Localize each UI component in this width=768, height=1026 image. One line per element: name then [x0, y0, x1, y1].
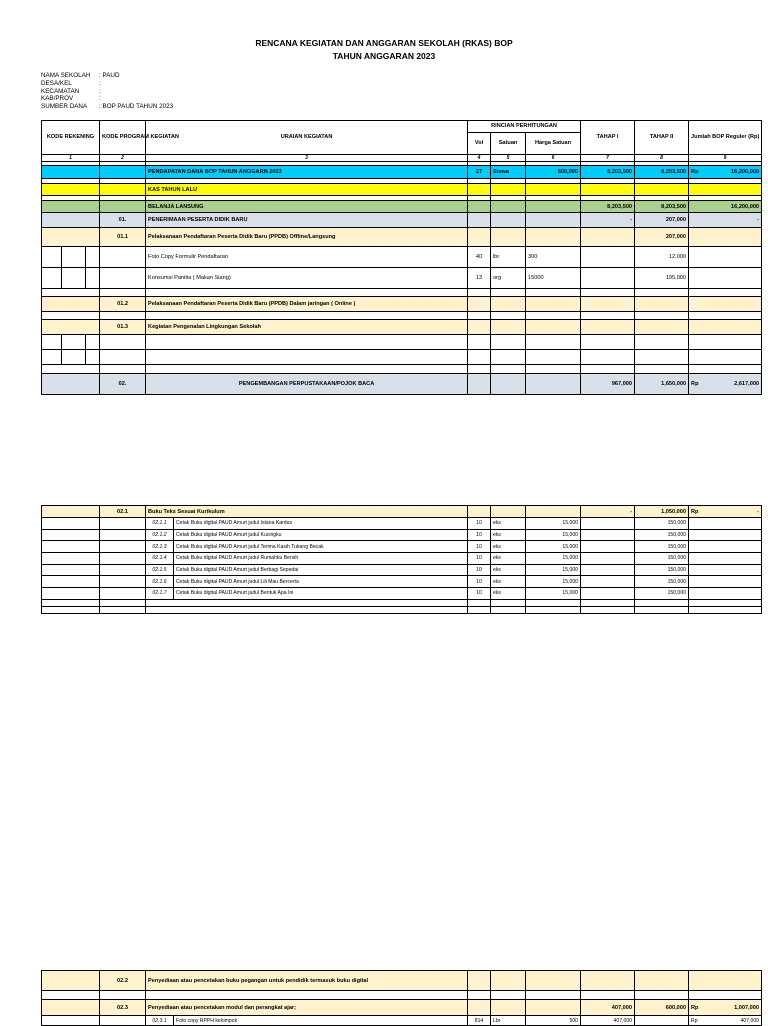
- column-number-row: [42, 155, 762, 162]
- row-kode: 02.1.1: [146, 518, 174, 530]
- row-kode: 02.3.1: [146, 1016, 174, 1026]
- row-harga: 300: [526, 247, 581, 268]
- school-info: [41, 72, 173, 111]
- info-value: :: [99, 95, 101, 103]
- info-label: DESA/KEL: [41, 79, 72, 87]
- row-harga: 15,000: [526, 529, 581, 541]
- row-vol: 40: [468, 247, 491, 268]
- header-harga: Harga Satuan: [526, 133, 581, 155]
- row-uraian: Penyediaan atau pencetakan buku pegangan untuk pendidik termasuk buku digital: [146, 971, 468, 991]
- col-num: 2: [100, 155, 146, 162]
- row-uraian: Cetak Buku digital PAUD Amurt judul Rumahku Bersih: [174, 553, 468, 565]
- jumlah-value: 407,000: [740, 1017, 760, 1024]
- row-harga: 15,000: [526, 518, 581, 530]
- row-harga: 15,000: [526, 588, 581, 600]
- jumlah-value: 16,200,000: [731, 169, 760, 175]
- row-satuan: lbr: [491, 247, 526, 268]
- empty-row: [42, 350, 762, 365]
- row-tahap1: -: [581, 506, 635, 518]
- row-uraian: PENGEMBANGAN PERPUSTAKAAN/POJOK BACA: [146, 374, 468, 395]
- row-tahap2: 150,000: [635, 553, 689, 565]
- program-01-2-row: [42, 297, 762, 312]
- row-uraian: PENDAPATAN DANA BOP TAHUN ANGGARN 2023: [146, 166, 468, 179]
- row-satuan: Lbr: [491, 1016, 526, 1026]
- row-satuan: org: [491, 268, 526, 289]
- table-row: [42, 541, 762, 553]
- row-jumlah: [689, 166, 762, 179]
- info-label: SUMBER DANA: [41, 103, 88, 111]
- row-uraian: Foto copy RPPH kelompok: [174, 1016, 468, 1026]
- row-satuan: Siswa: [491, 166, 526, 179]
- row-uraian: Pelaksanaan Pendaftaran Peserta Didik Baru (PPDB) Offline/Langsung: [146, 228, 468, 247]
- col-num: 1: [42, 155, 100, 162]
- info-row: [41, 88, 173, 96]
- row-vol: 10: [468, 529, 491, 541]
- header-jumlah: Jumlah BOP Reguler (Rp): [689, 121, 762, 155]
- row-vol: 10: [468, 564, 491, 576]
- row-jumlah: -: [689, 213, 762, 228]
- info-value: :: [99, 87, 101, 95]
- kas-row: [42, 184, 762, 196]
- header-kode-rekening: KODE REKENING: [42, 121, 100, 155]
- col-num: 9: [689, 155, 762, 162]
- row-tahap2: 150,000: [635, 529, 689, 541]
- row-satuan: eks: [491, 564, 526, 576]
- pendapatan-row: [42, 166, 762, 179]
- rp-label: Rp: [691, 508, 699, 515]
- info-row: [41, 72, 173, 80]
- table-row: [42, 564, 762, 576]
- table-row: [42, 1016, 762, 1026]
- row-satuan: eks: [491, 553, 526, 565]
- header-kode-program: KODE PROGRAM KEGIATAN: [100, 121, 146, 155]
- header-rincian: RINCIAN PERHITUNGAN: [468, 121, 581, 133]
- header-vol: Vol: [468, 133, 491, 155]
- info-label: KECAMATAN: [41, 87, 80, 95]
- belanja-row: [42, 201, 762, 213]
- row-uraian: Cetak Buku digital PAUD Amurt judul Terima Kasih Tukang Becak: [174, 541, 468, 553]
- jumlah-value: -: [757, 508, 759, 515]
- spacer-row: [42, 289, 762, 297]
- row-jumlah: [689, 374, 762, 395]
- empty-row: [42, 991, 762, 1000]
- row-harga: 15000: [526, 268, 581, 289]
- table-row: [42, 529, 762, 541]
- program-01-row: [42, 213, 762, 228]
- row-kode: 01.2: [100, 297, 146, 312]
- row-kode: 02.3: [100, 1000, 146, 1016]
- row-jumlah: 16,200,000: [689, 201, 762, 213]
- spacer-row: [42, 312, 762, 320]
- row-satuan: eks: [491, 588, 526, 600]
- row-vol: 10: [468, 518, 491, 530]
- row-uraian: Cetak Buku digital PAUD Amurt judul Berbagi Sepedai: [174, 564, 468, 576]
- row-kode: 02.1.7: [146, 588, 174, 600]
- row-harga: 600,000: [526, 166, 581, 179]
- row-tahap1: 407,000: [581, 1000, 635, 1016]
- row-vol: 27: [468, 166, 491, 179]
- row-tahap1: 407,000: [581, 1016, 635, 1026]
- info-row: [41, 103, 173, 111]
- row-tahap2: 150,000: [635, 588, 689, 600]
- row-satuan: eks: [491, 576, 526, 588]
- row-vol: 13: [468, 268, 491, 289]
- row-uraian: KAS TAHUN LALU: [146, 184, 468, 196]
- row-tahap1: -: [581, 213, 635, 228]
- row-tahap2: 195,000: [635, 268, 689, 289]
- document-title: RENCANA KEGIATAN DAN ANGGARAN SEKOLAH (RKAS) BOP: [255, 38, 513, 48]
- row-tahap1: 8,203,500: [581, 166, 635, 179]
- table-row: [42, 588, 762, 600]
- row-tahap2: 150,000: [635, 576, 689, 588]
- table-row: [42, 518, 762, 530]
- col-num: 8: [635, 155, 689, 162]
- col-num: 7: [581, 155, 635, 162]
- rp-label: Rp: [691, 381, 699, 387]
- jumlah-value: 1,007,000: [734, 1004, 760, 1011]
- row-kode: 02.1.5: [146, 564, 174, 576]
- row-vol: 10: [468, 541, 491, 553]
- header-satuan: Satuan: [491, 133, 526, 155]
- program-01-1-row: [42, 228, 762, 247]
- info-label: KAB/PROV: [41, 95, 74, 103]
- program-02-3-row: [42, 1000, 762, 1016]
- program-02-2-row: [42, 971, 762, 991]
- row-uraian: PENERIMAAN PESERTA DIDIK BARU: [146, 213, 468, 228]
- info-label: NAMA SEKOLAH: [41, 72, 91, 79]
- row-uraian: Penyediaan atau pencetakan modul dan perangkat ajar;: [146, 1000, 468, 1016]
- program-02-row: [42, 374, 762, 395]
- rp-label: Rp: [691, 169, 699, 175]
- row-vol: 10: [468, 553, 491, 565]
- row-kode: 02.: [100, 374, 146, 395]
- row-kode: 02.1.6: [146, 576, 174, 588]
- row-uraian: Cetak Buku digital PAUD Amurt judul Bentuk Apa Ini: [174, 588, 468, 600]
- empty-row: [42, 599, 762, 606]
- row-uraian: Foto Copy Formulir Pendaftaran: [146, 247, 468, 268]
- budget-table-02-1: [41, 505, 762, 614]
- budget-table-02-2: [41, 970, 762, 1026]
- row-kode: 02.1: [100, 506, 146, 518]
- row-tahap2: 8,203,500: [635, 166, 689, 179]
- info-value: : BOP PAUD TAHUN 2023: [99, 103, 174, 111]
- info-row: [41, 95, 173, 103]
- program-02-1-row: [42, 506, 762, 518]
- header-uraian: URAIAN KEGIATAN: [146, 121, 468, 155]
- empty-row: [42, 335, 762, 350]
- row-tahap2: 207,000: [635, 228, 689, 247]
- item-row: [42, 247, 762, 268]
- row-satuan: eks: [491, 529, 526, 541]
- row-tahap2: 150,000: [635, 564, 689, 576]
- row-tahap2: 150,000: [635, 541, 689, 553]
- row-kode: 01.3: [100, 320, 146, 335]
- row-uraian: Cetak Buku digital PAUD Amurt judul Lili Mau Bercerta: [174, 576, 468, 588]
- row-kode: 02.2: [100, 971, 146, 991]
- document-subtitle: TAHUN ANGGARAN 2023: [332, 51, 436, 61]
- row-vol: 814: [468, 1016, 491, 1026]
- row-uraian: Pelaksanaan Pendaftaran Peserta Didik Baru (PPDB) Dalam jaringan ( Online ): [146, 297, 468, 312]
- row-vol: 10: [468, 576, 491, 588]
- row-tahap2: 207,000: [635, 213, 689, 228]
- rp-label: Rp: [691, 1017, 698, 1024]
- row-harga: 15,000: [526, 553, 581, 565]
- col-num: 4: [468, 155, 491, 162]
- row-jumlah: [689, 1000, 762, 1016]
- info-value: :: [99, 79, 101, 87]
- table-row: [42, 576, 762, 588]
- row-harga: 15,000: [526, 541, 581, 553]
- row-uraian: Kegiatan Pengenalan Lingkungan Sekolah: [146, 320, 468, 335]
- row-jumlah: [689, 506, 762, 518]
- row-uraian: Cetak Buku digital PAUD Amurt judul Istana Kardus: [174, 518, 468, 530]
- info-value: : PAUD: [99, 72, 120, 79]
- item-row: [42, 268, 762, 289]
- row-jumlah: [689, 1016, 762, 1026]
- row-tahap1: 967,000: [581, 374, 635, 395]
- row-kode: 01.: [100, 213, 146, 228]
- row-tahap2: 600,000: [635, 1000, 689, 1016]
- row-tahap2: 8,203,500: [635, 201, 689, 213]
- row-kode: 02.1.4: [146, 553, 174, 565]
- table-row: [42, 553, 762, 565]
- row-uraian: Konsumsi Panitia ( Makan Siang): [146, 268, 468, 289]
- row-kode: 02.1.2: [146, 529, 174, 541]
- col-num: 6: [526, 155, 581, 162]
- row-harga: 15,000: [526, 576, 581, 588]
- row-kode: 02.1.3: [146, 541, 174, 553]
- row-tahap2: 1,050,000: [635, 506, 689, 518]
- empty-row: [42, 606, 762, 613]
- row-uraian: Cetak Buku digital PAUD Amurt judul Kucingku: [174, 529, 468, 541]
- row-tahap1: 8,203,500: [581, 201, 635, 213]
- row-uraian: BELANJA LANSUNG: [146, 201, 468, 213]
- col-num: 3: [146, 155, 468, 162]
- row-vol: 10: [468, 588, 491, 600]
- row-tahap2: 12,000: [635, 247, 689, 268]
- row-satuan: eks: [491, 541, 526, 553]
- row-tahap2: 1,650,000: [635, 374, 689, 395]
- rp-label: Rp: [691, 1004, 699, 1011]
- row-harga: 15,000: [526, 564, 581, 576]
- row-tahap2: 150,000: [635, 518, 689, 530]
- header-tahap2: TAHAP II: [635, 121, 689, 155]
- col-num: 5: [491, 155, 526, 162]
- jumlah-value: 2,617,000: [734, 381, 760, 387]
- info-row: [41, 80, 173, 88]
- row-uraian: Buku Teks Sesuai Kurikulum: [146, 506, 468, 518]
- empty-row: [42, 365, 762, 374]
- budget-table-main: [41, 120, 762, 395]
- header-tahap1: TAHAP I: [581, 121, 635, 155]
- row-kode: 01.1: [100, 228, 146, 247]
- program-01-3-row: [42, 320, 762, 335]
- row-harga: 500: [526, 1016, 581, 1026]
- row-satuan: eks: [491, 518, 526, 530]
